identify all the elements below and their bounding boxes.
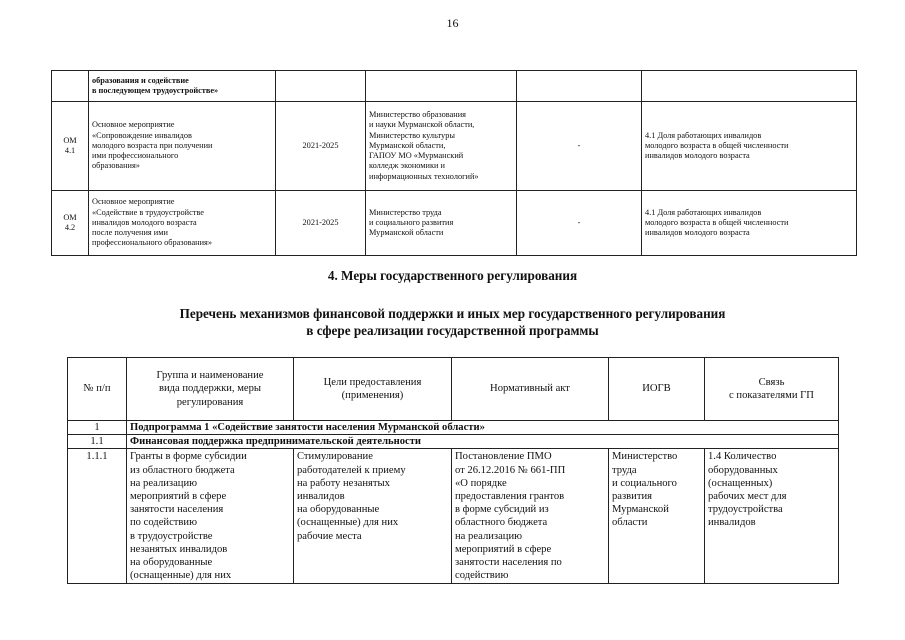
period xyxy=(276,71,366,102)
table-row xyxy=(52,71,857,102)
header-goals-text: Цели предоставления (применения) xyxy=(323,376,422,401)
row-num: 1.1 xyxy=(68,435,127,449)
list-title-line1: Перечень механизмов финансовой поддержки и иных мер государственного регулирования xyxy=(179,306,726,321)
indicator-text: 4.1 Доля работающих инвалидов молодого возраста в общей численности инвалидов молодого возраста xyxy=(645,130,789,161)
row-num: 1.1.1 xyxy=(68,449,127,584)
normative-act xyxy=(452,449,609,584)
header-num-text: № п/п xyxy=(83,383,111,395)
executors-text: Министерство труда и социального развития Мурманской области xyxy=(369,207,454,238)
activity-name-text: Основное мероприятие «Сопровождение инвалидов молодого возраста при получении ими профессионального образования» xyxy=(92,120,213,171)
indicator-link xyxy=(705,449,839,584)
dash-cell xyxy=(517,71,642,102)
support-goals xyxy=(294,449,452,584)
activity-name xyxy=(89,71,276,102)
header-iogv-text: ИОГВ xyxy=(642,383,671,395)
table-row xyxy=(68,435,839,449)
normative-act-text: Постановление ПМО от 26.12.2016 № 661-ПП «О порядке предоставления грантов в форме субсидий из областного бюджета на реализацию мероприятий в сфере занятости населения по содействию xyxy=(455,451,566,582)
list-title-line2: в сфере реализации государственной программы xyxy=(306,323,599,338)
support-group-text: Гранты в форме субсидии из областного бюджета на реализацию мероприятий в сфере занятости населения по содействию в трудоустройстве незанятых инвалидов на оборудованные (оснащенные) для них xyxy=(130,451,247,582)
activity-name xyxy=(89,191,276,256)
activities-table xyxy=(51,70,857,256)
header-group xyxy=(127,358,294,421)
iogv xyxy=(609,449,705,584)
period: 2021-2025 xyxy=(276,191,366,256)
header-link-text: Связь с показателями ГП xyxy=(729,376,814,401)
row-num xyxy=(52,191,89,256)
table-row xyxy=(68,421,839,435)
regulation-measures-table xyxy=(67,357,839,584)
activity-name xyxy=(89,102,276,191)
row-num-text: ОМ 4.2 xyxy=(63,212,77,232)
header-act xyxy=(452,358,609,421)
support-type-title: Финансовая поддержка предпринимательской деятельности xyxy=(127,435,839,449)
table-header-row xyxy=(68,358,839,421)
row-num: 1 xyxy=(68,421,127,435)
executors xyxy=(366,102,517,191)
header-group-text: Группа и наименование вида поддержки, меры регулирования xyxy=(156,370,264,408)
activity-name-text: образования и содействие в последующем трудоустройстве» xyxy=(92,75,219,95)
indicator-link-text: 1.4 Количество оборудованных (оснащенных) рабочих мест для трудоустройства инвалидов xyxy=(708,451,787,529)
executors-text: Министерство образования и науки Мурманской области, Министерство культуры Мурманской области, ГАПОУ МО «Мурманский колледж экономики и информационных технологий» xyxy=(369,110,479,181)
header-act-text: Нормативный акт xyxy=(490,383,570,395)
subprogram-title: Подпрограмма 1 «Содействие занятости населения Мурманской области» xyxy=(127,421,839,435)
header-goals xyxy=(294,358,452,421)
indicator-text: 4.1 Доля работающих инвалидов молодого возраста в общей численности инвалидов молодого возраста xyxy=(645,207,789,238)
section-title: 4. Меры государственного регулирования xyxy=(327,268,578,283)
support-goals-text: Стимулирование работодателей к приему на работу незанятых инвалидов на оборудованные (оснащенные) для них рабочие места xyxy=(297,451,406,542)
executors xyxy=(366,191,517,256)
row-num xyxy=(52,102,89,191)
period: 2021-2025 xyxy=(276,102,366,191)
indicator xyxy=(642,191,857,256)
iogv-text: Министерство труда и социального развития Мурманской области xyxy=(612,451,678,529)
list-title xyxy=(0,305,905,339)
header-iogv xyxy=(609,358,705,421)
dash-cell: - xyxy=(517,102,642,191)
executors xyxy=(366,71,517,102)
table-row xyxy=(52,102,857,191)
indicator xyxy=(642,102,857,191)
table-row xyxy=(68,449,839,584)
page-number: 16 xyxy=(446,16,459,30)
header-link xyxy=(705,358,839,421)
table-row xyxy=(52,191,857,256)
header-num xyxy=(68,358,127,421)
dash-cell: - xyxy=(517,191,642,256)
indicator xyxy=(642,71,857,102)
activity-name-text: Основное мероприятие «Содействие в трудоустройстве инвалидов молодого возраста после получения ими профессионального образования» xyxy=(92,197,212,248)
row-num-text: ОМ 4.1 xyxy=(63,135,77,155)
row-num xyxy=(52,71,89,102)
support-group xyxy=(127,449,294,584)
